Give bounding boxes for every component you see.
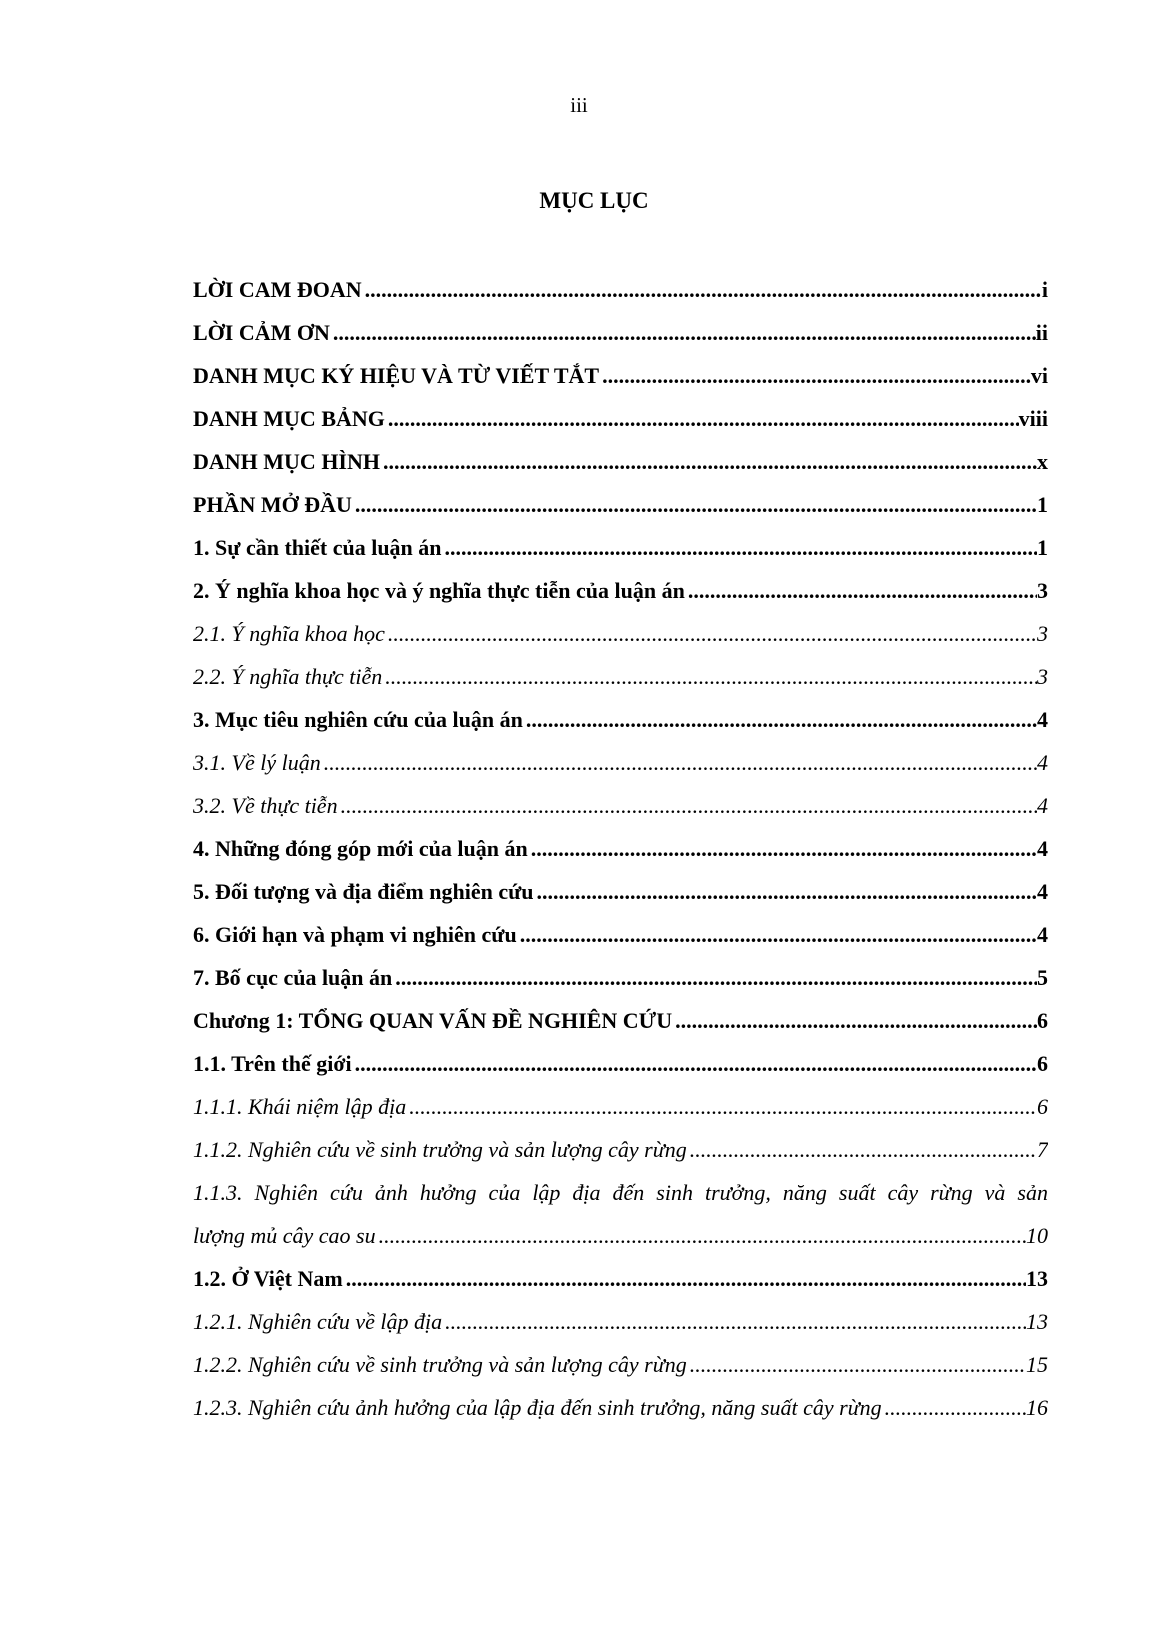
toc-entry-text: 3. Mục tiêu nghiên cứu của luận án (193, 707, 523, 732)
toc-entry-text: 2. Ý nghĩa khoa học và ý nghĩa thực tiễn của luận án (193, 578, 685, 603)
toc-leader-dots (379, 1214, 1026, 1257)
toc-page-number: 15 (1026, 1352, 1048, 1377)
toc-entry[interactable] (193, 741, 1048, 784)
toc-leader-dots (531, 827, 1037, 870)
toc-leader-dots (675, 999, 1037, 1042)
toc-entry[interactable] (193, 698, 1048, 741)
toc-entry-text: 1.2.1. Nghiên cứu về lập địa (193, 1309, 443, 1334)
toc-entry[interactable] (193, 311, 1048, 354)
toc-leader-dots (388, 612, 1037, 655)
toc-page-number: 4 (1037, 707, 1048, 732)
toc-entry[interactable] (193, 1128, 1048, 1171)
toc-page-number: 3 (1037, 578, 1048, 603)
toc-leader-dots (690, 1128, 1037, 1171)
toc-leader-dots (383, 440, 1037, 483)
toc-entry-text: 1.1.2. Nghiên cứu về sinh trưởng và sản lượng cây rừng (193, 1137, 687, 1162)
toc-page-number: 4 (1037, 750, 1048, 775)
toc-page-number: x (1037, 449, 1048, 474)
toc-page-number: 4 (1037, 922, 1048, 947)
toc-entry[interactable] (193, 870, 1048, 913)
toc-entry[interactable] (193, 1257, 1048, 1300)
toc-leader-dots (690, 1343, 1026, 1386)
toc-leader-dots (602, 354, 1031, 397)
toc-leader-dots (688, 569, 1037, 612)
toc-entry[interactable] (193, 1042, 1048, 1085)
toc-entry[interactable] (193, 655, 1048, 698)
toc-entry-text: 1.2. Ở Việt Nam (193, 1266, 343, 1291)
toc-entry[interactable] (193, 397, 1048, 440)
toc-entry-continuation[interactable] (193, 1214, 1048, 1257)
toc-entry-text: LỜI CẢM ƠN (193, 320, 330, 345)
toc-leader-dots (885, 1386, 1026, 1429)
toc-entry-text: PHẦN MỞ ĐẦU (193, 492, 352, 517)
toc-page-number: vi (1030, 363, 1048, 388)
toc-entry-text: LỜI CAM ĐOAN (193, 277, 362, 302)
toc-entry[interactable] (193, 354, 1048, 397)
toc-page-number: i (1041, 277, 1048, 302)
toc-entry-text: Chương 1: TỔNG QUAN VẤN ĐỀ NGHIÊN CỨU (193, 1008, 673, 1033)
toc-leader-dots (355, 1042, 1037, 1085)
toc-entry-text: 2.1. Ý nghĩa khoa học (193, 621, 385, 646)
toc-page-number: 6 (1037, 1094, 1048, 1119)
page-title: MỤC LỤC (539, 188, 649, 213)
toc-entry-text: DANH MỤC HÌNH (193, 449, 380, 474)
toc-leader-dots (333, 311, 1036, 354)
toc-entry-text: 1.1.1. Khái niệm lập địa (193, 1094, 407, 1119)
toc-entry[interactable] (193, 569, 1048, 612)
toc-leader-dots (409, 1085, 1037, 1128)
table-of-contents (193, 268, 1048, 1429)
toc-entry-text: 6. Giới hạn và phạm vi nghiên cứu (193, 922, 517, 947)
toc-entry[interactable] (193, 956, 1048, 999)
toc-page-number: ii (1035, 320, 1048, 345)
toc-page-number: 4 (1037, 836, 1048, 861)
toc-entry-text: lượng mủ cây cao su (193, 1223, 376, 1248)
toc-leader-dots (388, 397, 1019, 440)
toc-page-number: 6 (1037, 1051, 1048, 1076)
toc-entry[interactable] (193, 1085, 1048, 1128)
toc-page-number: viii (1018, 406, 1048, 431)
toc-leader-dots (346, 1257, 1026, 1300)
toc-page-number: 13 (1026, 1266, 1048, 1291)
toc-entry-text: 1. Sự cần thiết của luận án (193, 535, 442, 560)
toc-entry[interactable] (193, 827, 1048, 870)
toc-entry[interactable] (193, 440, 1048, 483)
toc-page-number: 1 (1037, 535, 1048, 560)
toc-entry-text: 5. Đối tượng và địa điểm nghiên cứu (193, 879, 534, 904)
toc-leader-dots (445, 1300, 1026, 1343)
toc-entry[interactable] (193, 999, 1048, 1042)
toc-leader-dots (520, 913, 1037, 956)
toc-page-number: 1 (1037, 492, 1048, 517)
toc-entry-text: 4. Những đóng góp mới của luận án (193, 836, 528, 861)
toc-entry-text: 1.2.3. Nghiên cứu ảnh hưởng của lập địa đến sinh trưởng, năng suất cây rừng (193, 1395, 882, 1420)
toc-page-number: 13 (1026, 1309, 1048, 1334)
toc-entry-text: 3.2. Về thực tiễn (193, 793, 338, 818)
toc-leader-dots (526, 698, 1037, 741)
toc-page-number: 7 (1037, 1137, 1048, 1162)
toc-entry[interactable] (193, 1171, 1048, 1214)
toc-entry[interactable] (193, 1386, 1048, 1429)
page-number: iii (570, 93, 588, 117)
toc-page-number: 10 (1026, 1223, 1048, 1248)
toc-entry[interactable] (193, 913, 1048, 956)
toc-entry[interactable] (193, 268, 1048, 311)
toc-page-number: 16 (1026, 1395, 1048, 1420)
toc-entry-text: DANH MỤC KÝ HIỆU VÀ TỪ VIẾT TẮT (193, 363, 600, 388)
toc-page-number: 4 (1037, 793, 1048, 818)
toc-entry-text: 7. Bố cục của luận án (193, 965, 393, 990)
toc-entry-text: 1.2.2. Nghiên cứu về sinh trưởng và sản lượng cây rừng (193, 1352, 687, 1377)
toc-leader-dots (537, 870, 1037, 913)
toc-entry[interactable] (193, 784, 1048, 827)
toc-entry-text: DANH MỤC BẢNG (193, 406, 385, 431)
toc-leader-dots (365, 268, 1042, 311)
toc-entry-text: 2.2. Ý nghĩa thực tiễn (193, 664, 383, 689)
toc-entry[interactable] (193, 483, 1048, 526)
toc-entry-text: 3.1. Về lý luận (193, 750, 321, 775)
toc-page-number: 3 (1037, 621, 1048, 646)
toc-entry-text: 1.1. Trên thế giới (193, 1051, 352, 1076)
toc-entry[interactable] (193, 1343, 1048, 1386)
toc-leader-dots (355, 483, 1037, 526)
toc-leader-dots (445, 526, 1037, 569)
toc-page-number: 5 (1037, 965, 1048, 990)
toc-entry[interactable] (193, 1300, 1048, 1343)
toc-leader-dots (341, 784, 1037, 827)
toc-entry[interactable] (193, 526, 1048, 569)
toc-leader-dots (324, 741, 1037, 784)
toc-page-number: 6 (1037, 1008, 1048, 1033)
toc-leader-dots (385, 655, 1037, 698)
toc-entry-text: 1.1.3. Nghiên cứu ảnh hưởng của lập địa đến sinh trưởng, năng suất cây rừng và sản (193, 1180, 1048, 1205)
toc-page-number: 4 (1037, 879, 1048, 904)
toc-entry[interactable] (193, 612, 1048, 655)
toc-leader-dots (395, 956, 1037, 999)
toc-page-number: 3 (1037, 664, 1048, 689)
